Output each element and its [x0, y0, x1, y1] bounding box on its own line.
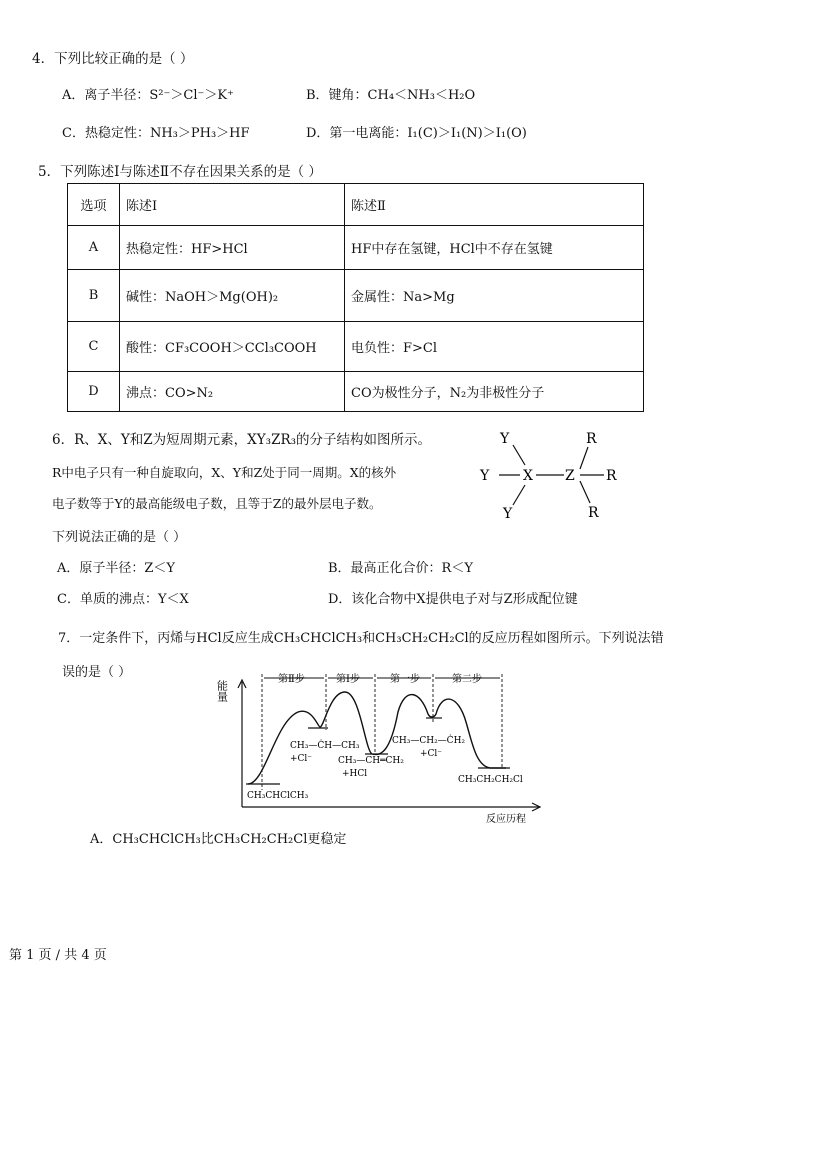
atom-y-left: Y: [480, 468, 490, 484]
q6-option-a: A．原子半径：Z＜Y: [57, 561, 176, 576]
header-statement-1: 陈述Ⅰ: [120, 184, 345, 226]
q5-stem: 5．下列陈述Ⅰ与陈述Ⅱ不存在因果关系的是（ ）: [38, 164, 322, 180]
step-label-1: 第Ⅰ步: [336, 674, 360, 685]
step-dividers: [262, 674, 502, 790]
header-statement-2: 陈述Ⅱ: [345, 184, 644, 226]
row-a-option: A: [68, 226, 120, 270]
row-a-statement-2: HF中存在氢键，HCl中不存在氢键: [345, 226, 644, 270]
atom-r-top: R: [586, 431, 597, 447]
x-axis-label: 反应历程: [486, 814, 526, 825]
q6-line-4: 下列说法正确的是（ ）: [52, 530, 187, 545]
structure-bonds: [499, 445, 604, 505]
row-d-statement-2: CO为极性分子，N₂为非极性分子: [345, 372, 644, 412]
table-row: [68, 270, 644, 322]
step-label-first: 第一步: [390, 674, 420, 685]
atom-x: X: [523, 468, 533, 484]
atom-z: Z: [565, 468, 575, 484]
label-intermediate-1b: +Cl⁻: [290, 754, 313, 764]
q7-option-a: A．CH₃CHClCH₃比CH₃CH₂CH₂Cl更稳定: [90, 832, 347, 847]
q4-option-d: D．第一电离能：I₁(C)＞I₁(N)＞I₁(O): [306, 126, 527, 141]
q6-option-c: C．单质的沸点：Y＜X: [57, 592, 189, 607]
label-reactant-b: +HCl: [342, 769, 368, 779]
label-intermediate-2b: +Cl⁻: [420, 749, 443, 759]
atom-y-top: Y: [500, 431, 510, 447]
q4-option-b: B．键角：CH₄＜NH₃＜H₂O: [306, 88, 476, 103]
q7-stem-2: 误的是（ ）: [62, 665, 132, 680]
step-label-second: 第二步: [452, 674, 482, 685]
q6-option-d: D．该化合物中X提供电子对与Z形成配位键: [328, 592, 578, 607]
label-intermediate-1a: CH₃—ĊH—CH₃: [290, 741, 360, 751]
atom-y-bottom: Y: [503, 506, 513, 522]
atom-r-bottom: R: [588, 505, 599, 521]
row-b-statement-2: 金属性：Na>Mg: [345, 270, 644, 322]
row-b-option: B: [68, 270, 120, 322]
row-c-statement-1: 酸性：CF₃COOH＞CCl₃COOH: [120, 322, 345, 372]
row-d-option: D: [68, 372, 120, 412]
header-option: 选项: [68, 184, 120, 226]
row-c-option: C: [68, 322, 120, 372]
q5-table: [67, 183, 644, 412]
q6-line-2: R中电子只有一种自旋取向，X、Y和Z处于同一周期。X的核外: [52, 465, 397, 480]
row-c-statement-2: 电负性：F>Cl: [345, 322, 644, 372]
molecule-structure-diagram: [470, 425, 630, 525]
row-b-statement-1: 碱性：NaOH＞Mg(OH)₂: [120, 270, 345, 322]
label-intermediate-2a: CH₃—CH₂—ĊH₂: [392, 736, 466, 746]
atom-r-right: R: [606, 468, 617, 484]
row-d-statement-1: 沸点：CO>N₂: [120, 372, 345, 412]
q6-stem: 6．R、X、Y和Z为短周期元素，XY₃ZR₃的分子结构如图所示。: [52, 432, 432, 448]
table-row: [68, 226, 644, 270]
q4-option-a: A．离子半径：S²⁻＞Cl⁻＞K⁺: [62, 88, 234, 103]
energy-profile-diagram: [215, 662, 550, 827]
q4-option-c: C．热稳定性：NH₃＞PH₃＞HF: [62, 126, 250, 141]
energy-curve: [248, 692, 506, 784]
label-reactant-a: CH₃—CH═CH₂: [338, 756, 404, 766]
q6-line-3: 电子数等于Y的最高能级电子数，且等于Z的最外层电子数。: [52, 496, 382, 511]
q6-option-b: B．最高正化合价：R＜Y: [328, 561, 473, 576]
row-a-statement-1: 热稳定性：HF>HCl: [120, 226, 345, 270]
q7-stem: 7．一定条件下，丙烯与HCl反应生成CH₃CHClCH₃和CH₃CH₂CH₂Cl的反应历程如图所示。下列说法错: [58, 631, 664, 646]
q4-stem: 4．下列比较正确的是（ ）: [32, 51, 194, 67]
table-row: [68, 322, 644, 372]
y-axis-label: 能量: [215, 680, 229, 702]
table-row: [68, 372, 644, 412]
label-end: CH₃CH₂CH₂Cl: [458, 775, 523, 785]
step-label-2: 第Ⅱ步: [278, 674, 305, 685]
page-footer: 第 1 页 / 共 4 页: [9, 948, 107, 963]
table-header-row: [68, 184, 644, 226]
label-start: CH₃CHClCH₃: [247, 791, 309, 801]
